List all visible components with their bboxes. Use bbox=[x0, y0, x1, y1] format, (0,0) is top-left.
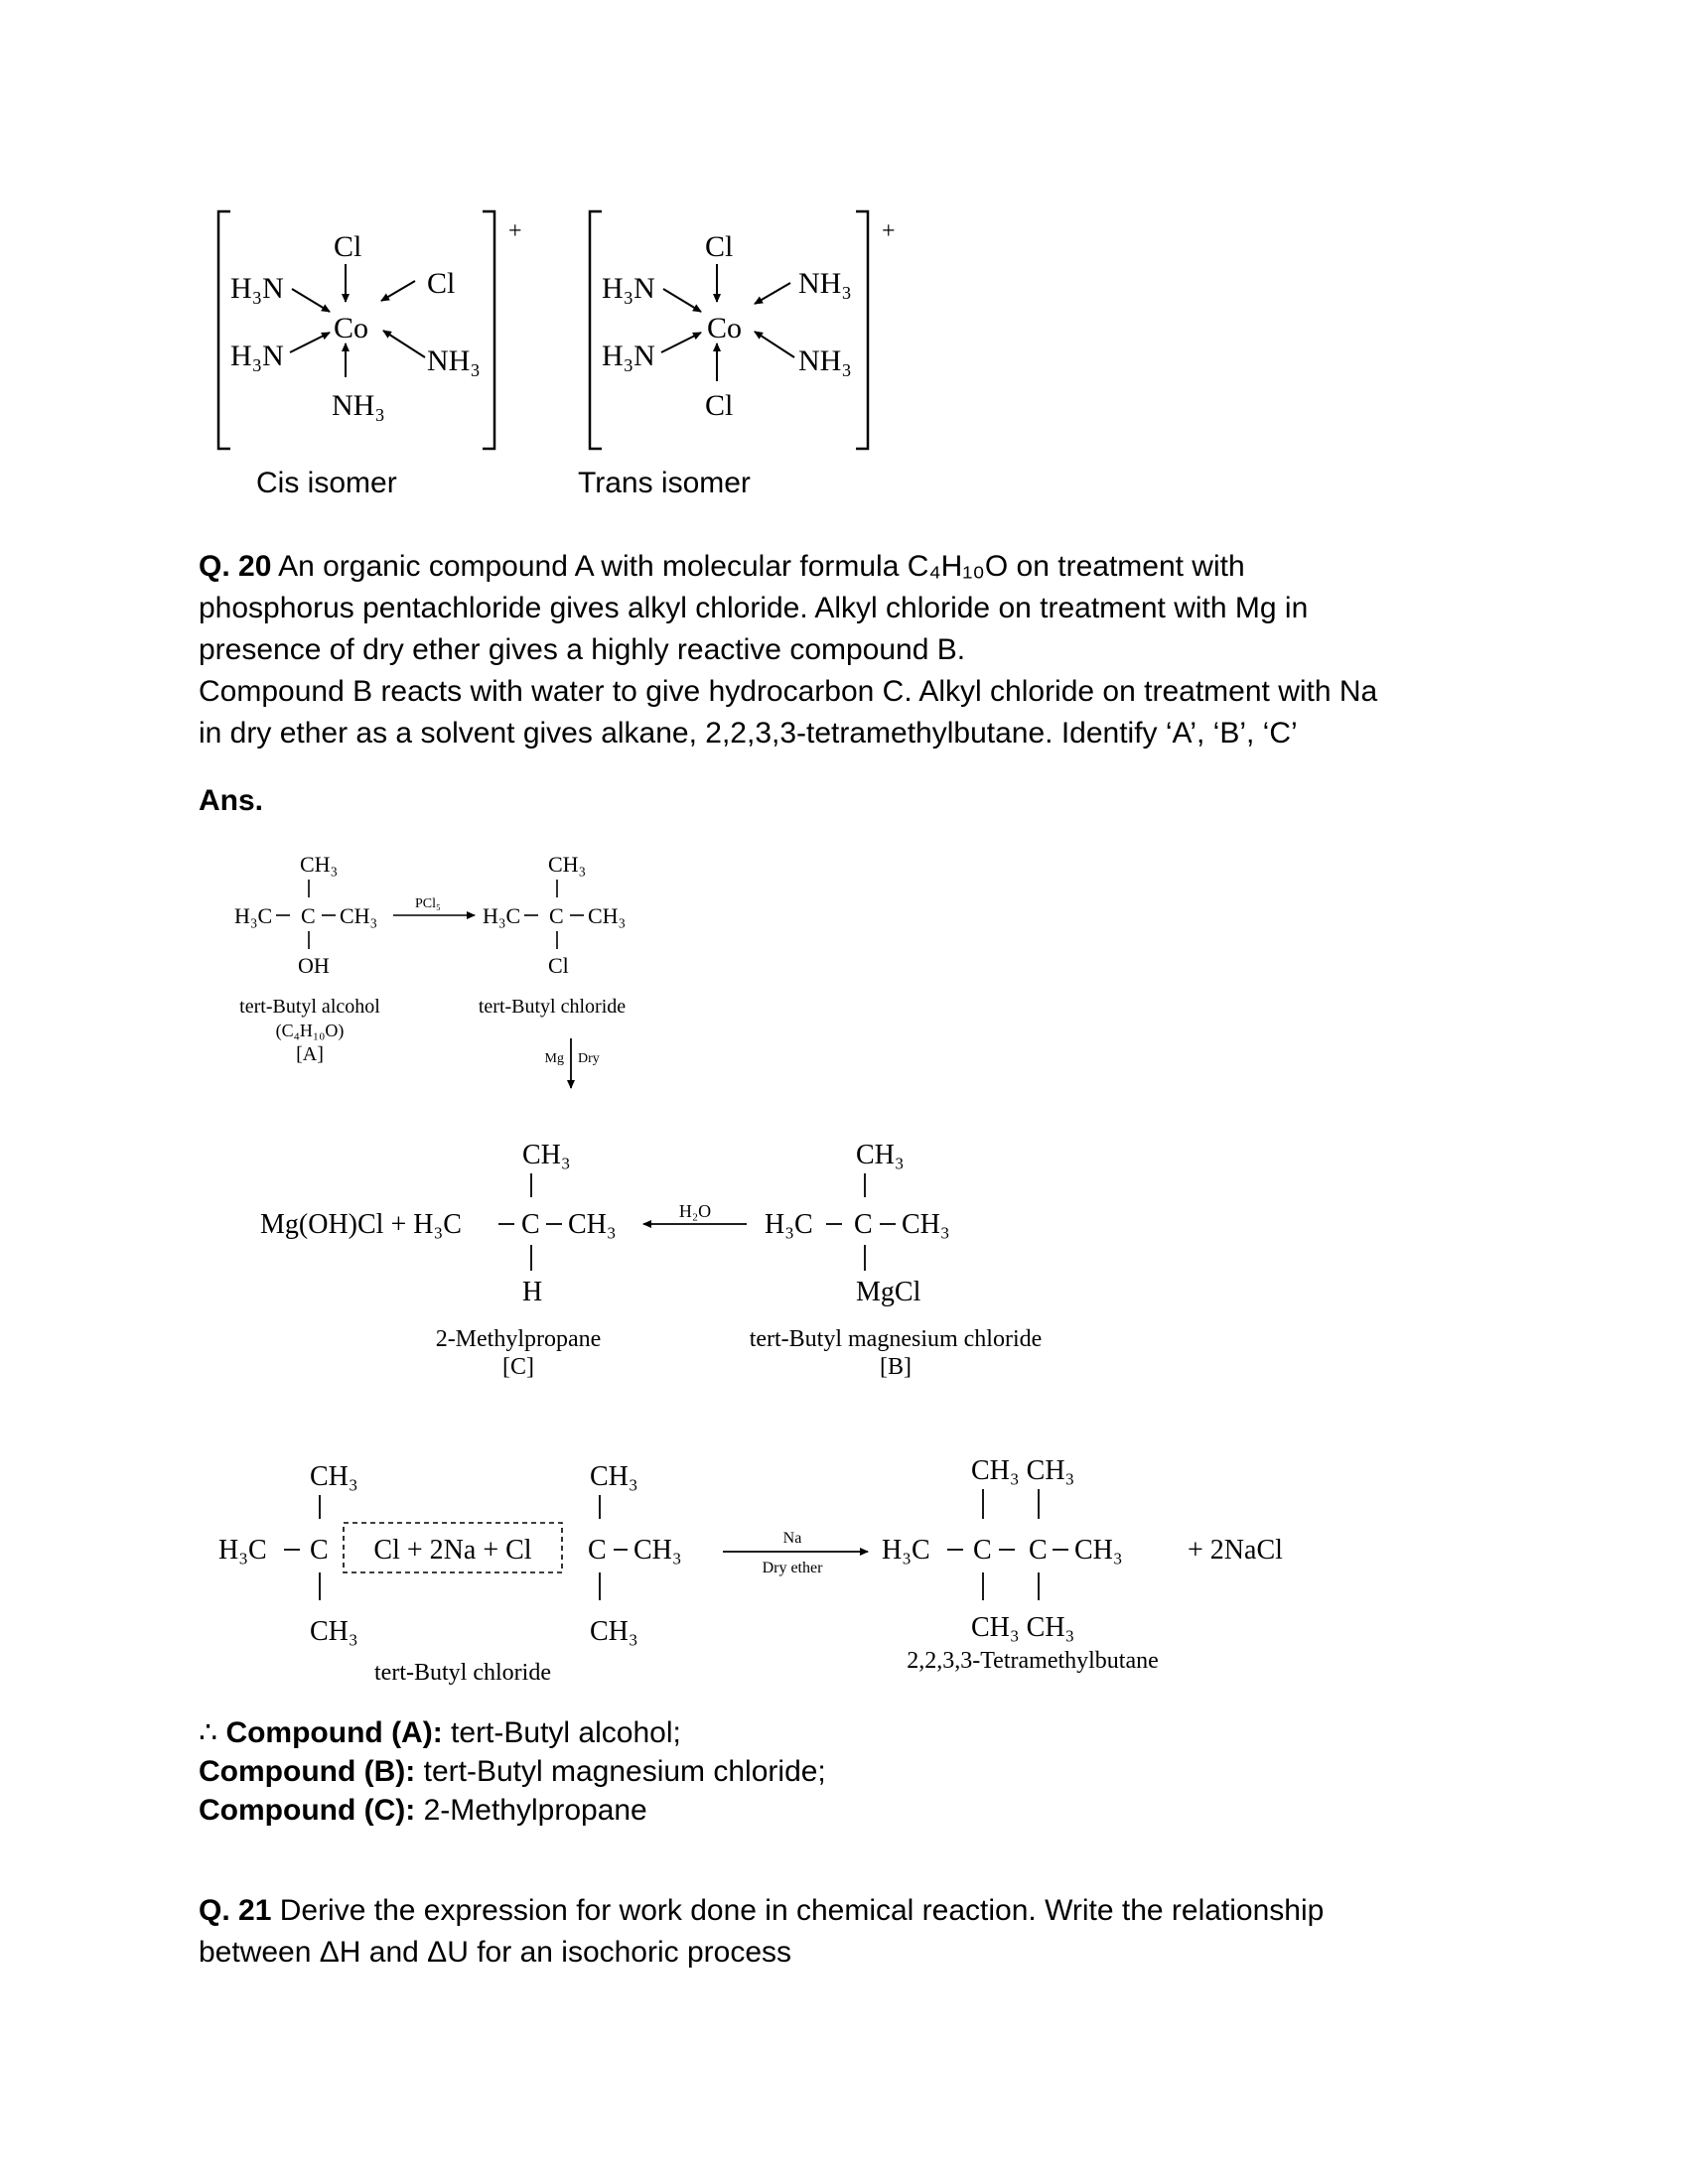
s2-name-b: tert-Butyl magnesium chloride bbox=[749, 1326, 1043, 1352]
s3-left-ch3-bottom: CH₃ bbox=[310, 1616, 358, 1647]
conclusion-b bbox=[199, 1752, 1489, 1791]
cis-left-bracket bbox=[218, 211, 230, 449]
s3-product-bottom-pair: CH₃ CH₃ bbox=[971, 1612, 1075, 1643]
s1-alcohol-oh: OH bbox=[298, 953, 330, 978]
s2-b-ch3-top: CH₃ bbox=[856, 1140, 905, 1170]
s3-byproduct: + 2NaCl bbox=[1188, 1535, 1283, 1566]
compound-c-value: 2-Methylpropane bbox=[423, 1794, 647, 1827]
trans-isomer-label: Trans isomer bbox=[578, 467, 751, 499]
s2-name-c: 2-Methylpropane bbox=[435, 1326, 602, 1352]
cis-lower-left-ligand: H₃N bbox=[230, 340, 284, 372]
s2-c-ch3-right: CH₃ bbox=[568, 1209, 617, 1240]
s3-name-reactant: tert-Butyl chloride bbox=[374, 1660, 551, 1686]
s1-chloride-ch3-right: CH₃ bbox=[588, 903, 627, 928]
trans-bond-lower-right bbox=[755, 332, 794, 357]
conclusion-a bbox=[199, 1713, 1489, 1752]
s1-name-a: tert-Butyl alcohol bbox=[239, 996, 380, 1018]
s3-left-ch3-top: CH₃ bbox=[310, 1461, 358, 1492]
s1-alcohol-c: C bbox=[301, 903, 316, 928]
q20-line-3: presence of dry ether gives a highly reactive compound B. bbox=[199, 633, 966, 666]
s3-left-c: C bbox=[310, 1535, 329, 1566]
s2-b-c: C bbox=[854, 1209, 873, 1240]
cis-bond-lower-right bbox=[383, 331, 425, 357]
cis-bond-upper-right bbox=[381, 281, 415, 301]
trans-lower-left-ligand: H₃N bbox=[602, 340, 655, 372]
trans-bottom-ligand: Cl bbox=[705, 389, 734, 422]
q20-text-1: An organic compound A with molecular formula C₄H₁₀O on treatment with bbox=[278, 550, 1245, 583]
cis-charge: + bbox=[508, 218, 522, 244]
trans-top-ligand: Cl bbox=[705, 230, 734, 263]
trans-charge: + bbox=[882, 218, 896, 244]
s2-c-ch3-top: CH₃ bbox=[522, 1140, 571, 1170]
s1-chloride-cl: Cl bbox=[548, 953, 569, 978]
compound-b-value: tert-Butyl magnesium chloride; bbox=[423, 1755, 826, 1788]
cis-upper-right-ligand: Cl bbox=[427, 267, 456, 300]
s1-reagent-dry: Dry bbox=[578, 1051, 600, 1066]
s2-b-h3c: H₃C bbox=[765, 1209, 813, 1240]
compound-b-label: Compound (B): bbox=[199, 1755, 416, 1788]
s3-right-c: C bbox=[588, 1535, 607, 1566]
s2-b-mgcl: MgCl bbox=[856, 1277, 921, 1307]
s1-alcohol-h3c: H₃C bbox=[234, 903, 273, 928]
cis-isomer-label: Cis isomer bbox=[256, 467, 397, 499]
q21-text-1: Derive the expression for work done in chemical reaction. Write the relationship bbox=[279, 1894, 1325, 1927]
s3-product-c2: C bbox=[1029, 1535, 1048, 1566]
trans-isomer-structure bbox=[590, 211, 896, 449]
s1-alcohol-ch3-right: CH₃ bbox=[340, 903, 378, 928]
s2-c-h: H bbox=[522, 1277, 543, 1307]
scheme1-reaction bbox=[234, 852, 626, 1088]
scheme3-reaction bbox=[218, 1455, 1283, 1686]
s3-product-top-pair: CH₃ CH₃ bbox=[971, 1455, 1075, 1486]
cis-bond-lower-left bbox=[290, 333, 330, 352]
question-21 bbox=[199, 1890, 1489, 1974]
s3-product-h3c: H₃C bbox=[882, 1535, 930, 1566]
compound-a-label: Compound (A): bbox=[225, 1716, 443, 1749]
cis-isomer-structure bbox=[218, 211, 522, 449]
compound-c-label: Compound (C): bbox=[199, 1794, 416, 1827]
trans-metal-center: Co bbox=[707, 312, 743, 344]
s1-tag-a: [A] bbox=[296, 1043, 324, 1065]
s1-chloride-c: C bbox=[549, 903, 564, 928]
s3-right-ch3-right: CH₃ bbox=[633, 1535, 682, 1566]
compound-a-value: tert-Butyl alcohol; bbox=[451, 1716, 681, 1749]
cis-metal-center: Co bbox=[334, 312, 369, 344]
s1-alcohol-ch3: CH₃ bbox=[300, 852, 339, 877]
s2-b-ch3-right: CH₃ bbox=[902, 1209, 950, 1240]
s3-boxed-reagents: Cl + 2Na + Cl bbox=[373, 1535, 532, 1566]
s3-left-h3c: H₃C bbox=[218, 1535, 267, 1566]
s2-reagent-h2o: H₂O bbox=[678, 1201, 712, 1221]
trans-upper-right-ligand: NH₃ bbox=[798, 267, 852, 300]
trans-right-bracket bbox=[856, 211, 868, 449]
s3-product-c1: C bbox=[973, 1535, 992, 1566]
s3-reagent-ether: Dry ether bbox=[762, 1560, 823, 1576]
therefore-symbol: ∴ bbox=[199, 1716, 218, 1749]
s3-right-ch3-top: CH₃ bbox=[590, 1461, 638, 1492]
cis-bottom-ligand: NH₃ bbox=[332, 389, 385, 422]
s3-product-ch3-right: CH₃ bbox=[1074, 1535, 1123, 1566]
s3-name-product: 2,2,3,3-Tetramethylbutane bbox=[907, 1648, 1159, 1674]
trans-lower-right-ligand: NH₃ bbox=[798, 344, 852, 377]
conclusion-c bbox=[199, 1791, 1489, 1830]
trans-bond-upper-left bbox=[663, 289, 701, 312]
q20-line-1 bbox=[199, 546, 1489, 588]
trans-upper-left-ligand: H₃N bbox=[602, 272, 655, 305]
s1-chloride-ch3: CH₃ bbox=[548, 852, 587, 877]
s1-reagent-pcl5: PCl₅ bbox=[415, 896, 441, 911]
trans-bond-upper-right bbox=[755, 283, 790, 304]
cis-upper-left-ligand: H₃N bbox=[230, 272, 284, 305]
cis-bond-upper-left bbox=[292, 289, 330, 312]
question-20 bbox=[199, 546, 1489, 754]
trans-bond-lower-left bbox=[661, 333, 701, 352]
conclusion bbox=[199, 1713, 1489, 1830]
s1-chloride-h3c: H₃C bbox=[483, 903, 521, 928]
s2-tag-c: [C] bbox=[502, 1354, 534, 1380]
trans-left-bracket bbox=[590, 211, 602, 449]
q21-number: Q. 21 bbox=[199, 1894, 272, 1927]
q21-line-1 bbox=[199, 1890, 1489, 1932]
answer-label bbox=[199, 780, 1489, 822]
q20-line-4: Compound B reacts with water to give hydrocarbon C. Alkyl chloride on treatment with Na bbox=[199, 675, 1378, 708]
cis-right-bracket bbox=[483, 211, 494, 449]
q20-line-2: phosphorus pentachloride gives alkyl chloride. Alkyl chloride on treatment with Mg in bbox=[199, 592, 1309, 624]
q20-number: Q. 20 bbox=[199, 550, 272, 583]
s2-mg-prefix: Mg(OH)Cl + H₃C bbox=[260, 1209, 462, 1240]
s1-name-chloride: tert-Butyl chloride bbox=[478, 996, 627, 1018]
s1-formula-a: (C₄H₁₀O) bbox=[275, 1021, 345, 1040]
cis-top-ligand: Cl bbox=[334, 230, 362, 263]
s1-reagent-mg: Mg bbox=[544, 1051, 564, 1066]
cis-lower-right-ligand: NH₃ bbox=[427, 344, 481, 377]
ans-text: Ans. bbox=[199, 784, 264, 817]
q20-line-5: in dry ether as a solvent gives alkane, 2,2,3,3-tetramethylbutane. Identify ‘A’, ‘B’, ‘C’ bbox=[199, 717, 1298, 750]
s3-right-ch3-bottom: CH₃ bbox=[590, 1616, 638, 1647]
s3-reagent-na: Na bbox=[782, 1530, 802, 1547]
q21-line-2: between ΔH and ΔU for an isochoric process bbox=[199, 1936, 792, 1969]
s2-c-center: C bbox=[521, 1209, 540, 1240]
s2-tag-b: [B] bbox=[880, 1354, 912, 1380]
scheme2-reaction bbox=[260, 1140, 1042, 1380]
